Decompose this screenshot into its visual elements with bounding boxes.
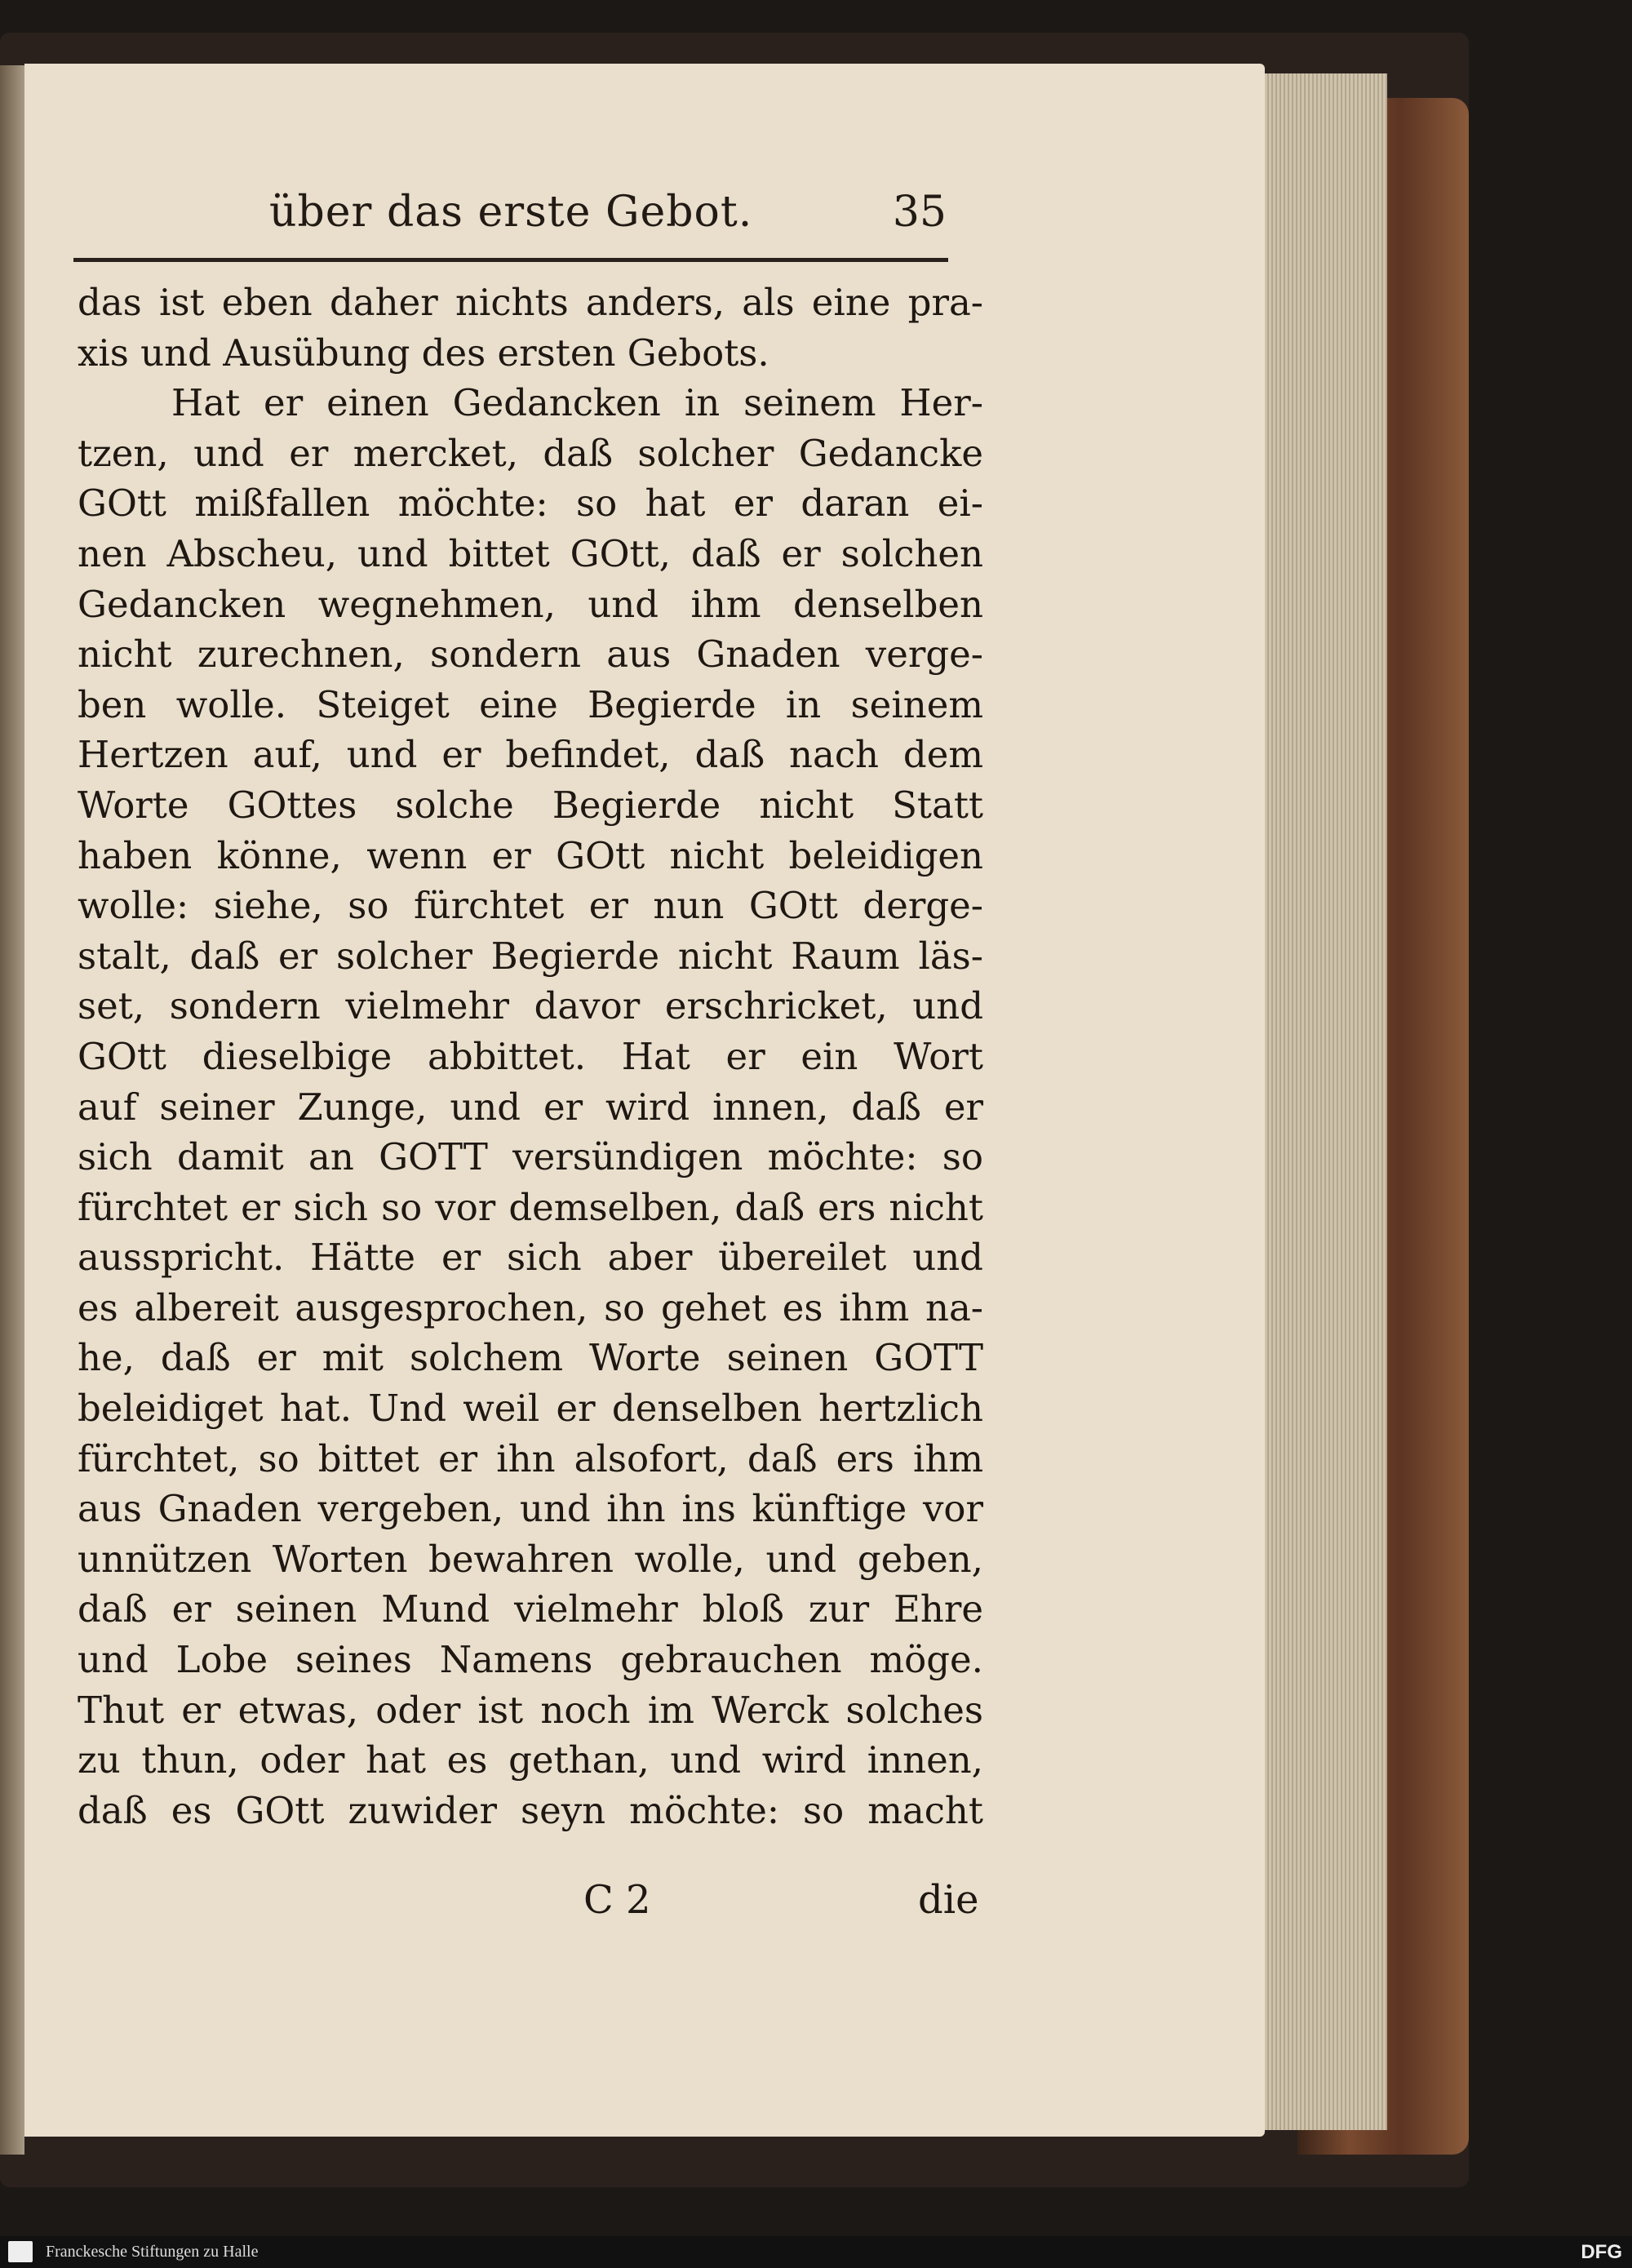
text-line: daß er seinen Mund vielmehr bloß zur Ehre xyxy=(78,1587,983,1631)
dfg-logo: DFG xyxy=(1581,2241,1622,2263)
text-line: GOtt dieselbige abbittet. Hat er ein Wort xyxy=(78,1034,983,1078)
text-line: daß es GOtt zuwider seyn möchte: so macht xyxy=(78,1788,983,1832)
text-line: nen Abscheu, und bittet GOtt, daß er solchen xyxy=(78,531,983,575)
text-line: Worte GOttes solche Begierde nicht Statt xyxy=(78,783,983,827)
institution-name: Franckesche Stiftungen zu Halle xyxy=(46,2243,259,2261)
text-line: Hat er einen Gedancken in seinem Her- xyxy=(171,381,983,425)
text-line: tzen, und er mercket, daß solcher Gedancke xyxy=(78,431,983,475)
text-line: he, daß er mit solchem Worte seinen GOTT xyxy=(78,1336,983,1380)
text-line: und Lobe seines Namens gebrauchen möge. xyxy=(78,1638,983,1682)
running-head-title: über das erste Gebot. xyxy=(269,188,753,237)
text-line: es albereit ausgesprochen, so gehet es ihm na- xyxy=(78,1285,983,1329)
text-line: wolle: siehe, so fürchtet er nun GOtt derge- xyxy=(78,884,983,928)
text-line: unnützen Worten bewahren wolle, und geben, xyxy=(78,1537,983,1581)
text-line: fürchtet er sich so vor demselben, daß ers nicht xyxy=(78,1185,983,1229)
text-line: xis und Ausübung des ersten Gebots. xyxy=(78,331,769,375)
footer-bar xyxy=(0,2236,1632,2268)
text-line: Hertzen auf, und er befindet, daß nach dem xyxy=(78,733,983,777)
text-line: zu thun, oder hat es gethan, und wird innen, xyxy=(78,1738,983,1782)
text-line: auf seiner Zunge, und er wird innen, daß er xyxy=(78,1085,983,1129)
catchword: die xyxy=(918,1877,979,1923)
page-number: 35 xyxy=(892,188,947,237)
left-page-edge xyxy=(0,65,24,2155)
text-line: nicht zurechnen, sondern aus Gnaden verge- xyxy=(78,632,983,677)
text-line: beleidiget hat. Und weil er denselben hertzlich xyxy=(78,1387,983,1431)
header-rule xyxy=(73,258,948,262)
text-line: fürchtet, so bittet er ihn alsofort, daß ers ihm xyxy=(78,1436,983,1480)
text-line: haben könne, wenn er GOtt nicht beleidigen xyxy=(78,833,983,877)
text-line: sich damit an GOTT versündigen möchte: so xyxy=(78,1135,983,1179)
text-line: Gedancken wegnehmen, und ihm denselben xyxy=(78,582,983,626)
text-line: Thut er etwas, oder ist noch im Werck solches xyxy=(78,1688,983,1732)
text-line: GOtt mißfallen möchte: so hat er daran ei- xyxy=(78,482,983,526)
text-line: ben wolle. Steiget eine Begierde in seinem xyxy=(78,682,983,726)
signature-mark: C 2 xyxy=(583,1877,651,1923)
text-line: aus Gnaden vergeben, und ihn ins künftige vor xyxy=(78,1487,983,1531)
text-line: stalt, daß er solcher Begierde nicht Raum läs- xyxy=(78,934,983,978)
body-text xyxy=(78,277,983,1835)
running-head xyxy=(269,188,947,245)
text-line: das ist eben daher nichts anders, als eine pra- xyxy=(78,281,983,324)
text-line: set, sondern vielmehr davor erschricket, und xyxy=(78,984,983,1028)
institution-logo-icon xyxy=(8,2241,33,2262)
text-line: ausspricht. Hätte er sich aber übereilet und xyxy=(78,1236,983,1280)
